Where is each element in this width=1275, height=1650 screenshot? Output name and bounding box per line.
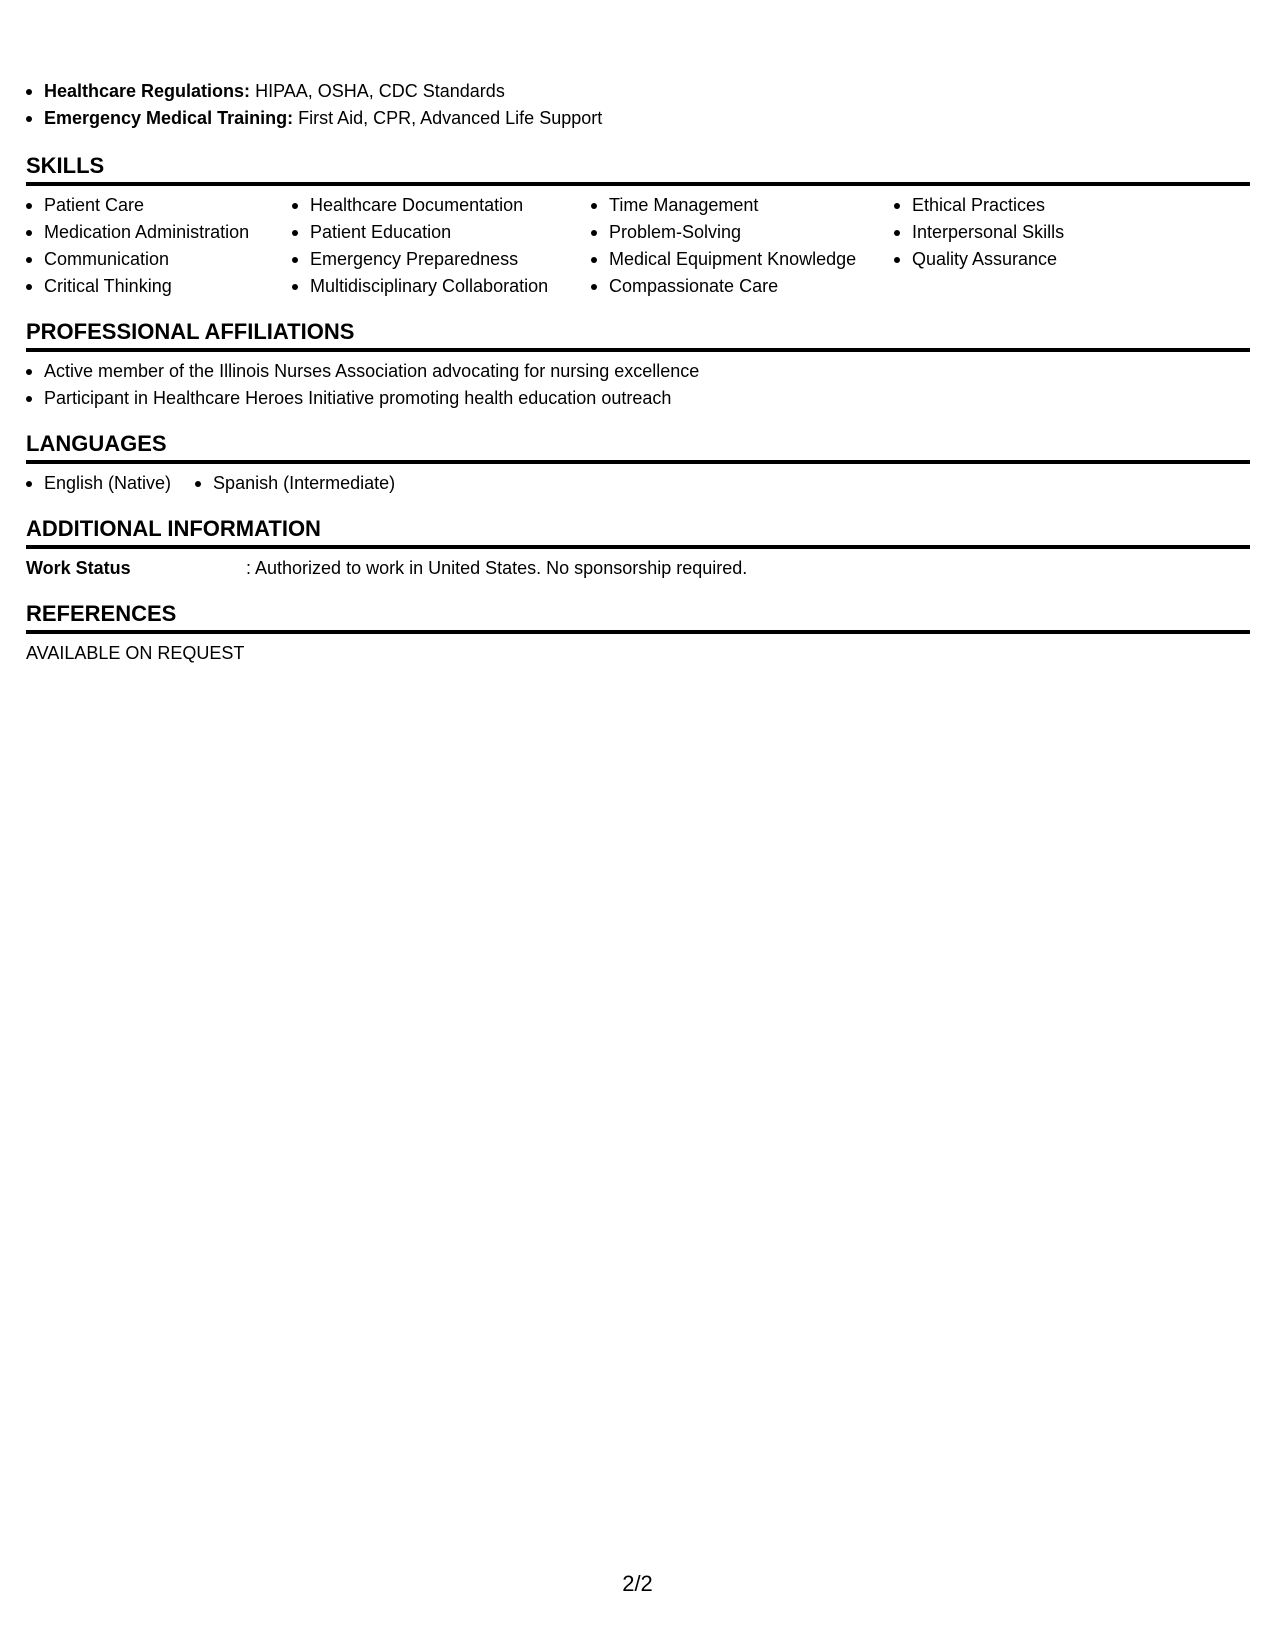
affiliations-list bbox=[26, 352, 1250, 412]
skills-column bbox=[894, 192, 1144, 300]
languages-section bbox=[26, 430, 1250, 497]
language-item: Spanish (Intermediate) bbox=[195, 470, 395, 497]
skill-item: Interpersonal Skills bbox=[894, 219, 1144, 246]
languages-list bbox=[26, 464, 1250, 497]
skill-item: Medication Administration bbox=[26, 219, 292, 246]
resume-page bbox=[26, 78, 1250, 667]
skill-item: Ethical Practices bbox=[894, 192, 1144, 219]
skill-item: Time Management bbox=[591, 192, 894, 219]
skill-item: Medical Equipment Knowledge bbox=[591, 246, 894, 273]
references-section bbox=[26, 600, 1250, 667]
skills-column bbox=[591, 192, 894, 300]
work-status-label: Work Status bbox=[26, 558, 131, 578]
references-text: AVAILABLE ON REQUEST bbox=[26, 643, 245, 663]
skills-column bbox=[292, 192, 591, 300]
section-heading: PROFESSIONAL AFFILIATIONS bbox=[26, 318, 1250, 352]
certifications-list bbox=[26, 78, 1250, 132]
section-heading: LANGUAGES bbox=[26, 430, 1250, 464]
section-heading: SKILLS bbox=[26, 152, 1250, 186]
skills-column bbox=[26, 192, 292, 300]
list-item: Participant in Healthcare Heroes Initiative promoting health education outreach bbox=[26, 385, 1250, 412]
skill-item: Healthcare Documentation bbox=[292, 192, 591, 219]
skill-item: Emergency Preparedness bbox=[292, 246, 591, 273]
skills-grid bbox=[26, 186, 1250, 300]
work-status-row bbox=[26, 549, 1250, 582]
item-label: Healthcare Regulations: bbox=[44, 81, 251, 101]
item-text: HIPAA, OSHA, CDC Standards bbox=[250, 81, 505, 101]
skill-item: Patient Education bbox=[292, 219, 591, 246]
affiliations-section bbox=[26, 318, 1250, 412]
section-heading: REFERENCES bbox=[26, 600, 1250, 634]
skill-item: Problem-Solving bbox=[591, 219, 894, 246]
skill-item: Patient Care bbox=[26, 192, 292, 219]
additional-info-section bbox=[26, 515, 1250, 582]
language-item: English (Native) bbox=[26, 470, 171, 497]
list-item: Active member of the Illinois Nurses Association advocating for nursing excellence bbox=[26, 358, 1250, 385]
section-heading: ADDITIONAL INFORMATION bbox=[26, 515, 1250, 549]
item-text: First Aid, CPR, Advanced Life Support bbox=[293, 108, 603, 128]
list-item bbox=[26, 78, 1250, 105]
skills-section bbox=[26, 152, 1250, 300]
page-number: 2/2 bbox=[622, 1571, 653, 1596]
work-status-value: : Authorized to work in United States. No sponsorship required. bbox=[246, 558, 748, 578]
item-label: Emergency Medical Training: bbox=[44, 108, 294, 128]
list-item bbox=[26, 105, 1250, 132]
skill-item: Quality Assurance bbox=[894, 246, 1144, 273]
skill-item: Communication bbox=[26, 246, 292, 273]
skill-item: Compassionate Care bbox=[591, 273, 894, 300]
skill-item: Critical Thinking bbox=[26, 273, 292, 300]
skill-item: Multidisciplinary Collaboration bbox=[292, 273, 591, 300]
